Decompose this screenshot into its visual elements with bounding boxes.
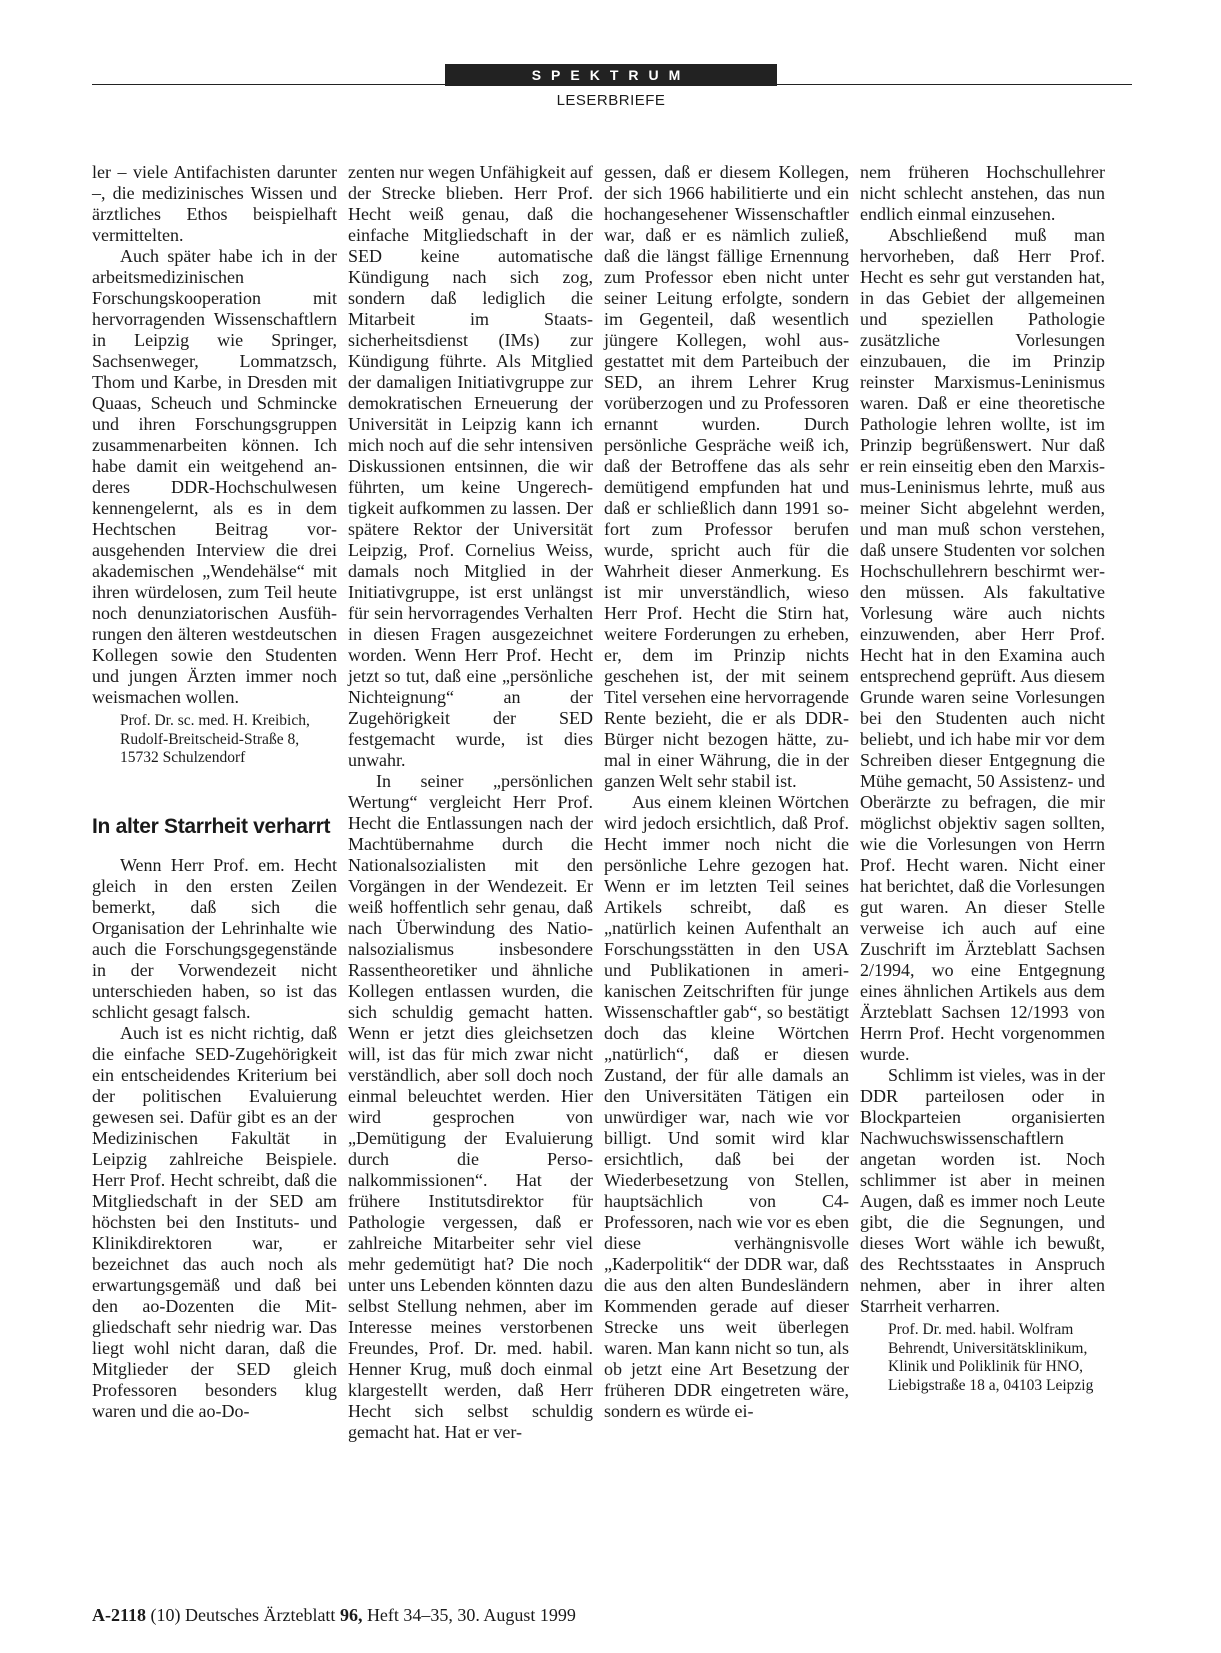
page-footer	[92, 1605, 576, 1626]
paragraph: Auch ist es nicht richtig, daß die einfache SED-Zugehörigkeit ein entscheidendes Kriterium bei der politischen Evaluierung gewesen sei. Dafür gibt es an der Medizinischen Fakultät in Leipzig zahlreiche Beispiele. Herr Prof. Hecht schreibt, daß die Mitgliedschaft in der SED am höchsten bei den Instituts- und Klinikdirektoren war, er bezeichnet das auch noch als erwartungsgemäß und daß bei den ao-Dozenten die Mitgliedschaft sehr niedrig war. Das liegt wohl nicht daran, daß die Mitglieder der SED gleich Professoren besonders klug waren und die ao-Do-	[92, 1022, 337, 1421]
section-banner: SPEKTRUM	[445, 64, 777, 86]
paragraph: Abschließend muß man hervorheben, daß Herr Prof. Hecht es sehr gut verstanden hat, in das Gebiet der allgemeinen und speziellen Pathologie zusätzliche Vorlesungen einzubauen, die im Prinzip reinster Marxismus-Leninismus waren. Daß er eine theoretische Pathologie lehren wollte, ist im Prinzip begrüßenswert. Nur daß er rein einseitig eben den Marxismus-Leninismus lehrte, muß aus meiner Sicht abgelehnt werden, und man muß schon verstehen, daß unsere Studenten vor solchen Hochschullehrern beschirmt werden müssen. Als fakultative Vorlesung wäre auch nichts einzuwenden, aber Herr Prof. Hecht hat in den Examina auch entsprechend geprüft. Aus diesem Grunde waren seine Vorlesungen bei den Studenten auch nicht beliebt, und ich habe mir vor dem Schreiben dieser Entgegnung die Mühe gemacht, 50 Assistenz- und Oberärzte zu befragen, die mir möglichst objektiv sagen sollten, wie die Vorlesungen von Herrn Prof. Hecht waren. Nicht einer hat berichtet, daß die Vorlesungen gut waren. An dieser Stelle verweise ich auch auf eine Zuschrift im Ärzteblatt Sachsen 2/1994, wo eine Entgegnung eines ähnlichen Artikels aus dem Ärzteblatt Sachsen 12/1993 von Herrn Prof. Hecht vorgenommen wurde.	[860, 225, 1105, 1064]
paragraph: zenten nur wegen Unfähigkeit auf der Strecke blieben. Herr Prof. Hecht weiß genau, daß die einfache Mitgliedschaft in der SED keine automatische Kündigung nach sich zog, sondern daß lediglich die Mitarbeit im Staatssicherheitsdienst (IMs) zur Kündigung führte. Als Mitglied der damaligen Initiativgruppe zur demokratischen Erneuerung der Universität in Leipzig kann ich mich noch auf die sehr intensiven Diskussionen entsinnen, die wir führten, um keine Ungerechtigkeit aufkommen zu lassen. Der spätere Rektor der Universität Leipzig, Prof. Cornelius Weiss, damals noch Mitglied in der Initiativgruppe, ist erst unlängst für sein hervorragendes Verhalten in diesen Fragen ausgezeichnet worden. Wenn Herr Prof. Hecht jetzt so tut, daß eine „persönliche Nichteignung“ an der Zugehörigkeit der SED festgemacht wurde, ist dies unwahr.	[348, 162, 593, 770]
footer-issue: Heft 34–35, 30. August 1999	[366, 1605, 576, 1625]
paragraph: Wenn Herr Prof. em. Hecht gleich in den ersten Zeilen bemerkt, daß sich die Organisation der Lehrinhalte wie auch die Forschungsgegenstände in der Vorwendezeit nicht unterschieden haben, so ist das schlicht gesagt falsch.	[92, 854, 337, 1022]
paragraph: ler – viele Antifachisten darunter –, die medizinisches Wissen und ärztliches Ethos beispielhaft vermittelten.	[92, 162, 337, 245]
paragraph: In seiner „persönlichen Wertung“ vergleicht Herr Prof. Hecht die Entlassungen nach der Machtübernahme durch die Nationalsozialisten mit den Vorgängen in der Wendezeit. Er weiß hoffentlich sehr genau, daß nach Überwindung des Nationalsozialismus insbesondere Rassentheoretiker und ähnliche Kollegen entlassen wurden, die sich schuldig gemacht hatten. Wenn er jetzt dies gleichsetzen will, ist das für mich zwar nicht verständlich, aber soll doch noch einmal beleuchtet werden. Hier wird gesprochen von „Demütigung der Evaluierung durch die Personalkommissionen“. Hat der frühere Institutsdirektor für Pathologie vergessen, daß er zahlreiche Mitarbeiter sehr viel mehr gedemütigt hat? Die noch unter uns Lebenden könnten dazu selbst Stellung nehmen, aber im Interesse meines verstorbenen Freundes, Prof. Dr. med. habil. Henner Krug, muß doch einmal klargestellt werden, daß Herr Hecht sich selbst schuldig gemacht hat. Hat er ver-	[348, 771, 593, 1442]
paragraph: Schlimm ist vieles, was in der DDR parteilosen oder in Blockparteien organisierten Nachwuchswissenschaftlern angetan worden ist. Noch schlimmer ist aber in meinen Augen, daß es immer noch Leute gibt, die die Segnungen, und dieses Wort wähle ich bewußt, des Rechtsstaates in Anspruch nehmen, aber in ihrer alten Starrheit verharren.	[860, 1065, 1105, 1316]
paragraph: nem früheren Hochschullehrer nicht schlecht anstehen, das nun endlich einmal einzusehen.	[860, 162, 1105, 224]
page-number: A-2118	[92, 1605, 146, 1625]
letter-signature: Prof. Dr. sc. med. H. Kreibich, Rudolf-Breitscheid-Straße 8, 15732 Schulzendorf	[120, 712, 310, 766]
footer-volume: 96,	[339, 1605, 363, 1625]
footer-journal: (10) Deutsches Ärzteblatt	[150, 1605, 336, 1625]
paragraph: Auch später habe ich in der arbeitsmedizinischen Forschungskooperation mit hervorragenden Wissenschaftlern in Leipzig wie Springer, Sachsenweger, Lommatzsch, Thom und Karbe, in Dresden mit Quaas, Scheuch und Schmincke und ihren Forschungsgruppen zusammenarbeiten können. Ich habe damit ein weitgehend anderes DDR-Hochschulwesen kennengelernt, als es in dem Hechtschen Beitrag vorausgehenden Interview die drei akademischen „Wendehälse“ mit ihren würdelosen, zum Teil heute noch denunziatorischen Ausführungen den älteren westdeutschen Kollegen sowie den Studenten und jungen Ärzten immer noch weismachen wollen.	[92, 246, 337, 707]
letter-signature: Prof. Dr. med. habil. Wolfram Behrendt, Universitätsklinikum, Klinik und Poliklinik für HNO, Liebigstraße 18 a, 04103 Leipzig	[888, 1321, 1094, 1394]
text-column-1	[92, 162, 337, 1422]
letter-headline: In alter Starrheit verharrt	[92, 814, 331, 838]
text-column-2	[348, 162, 593, 1443]
paragraph: Aus einem kleinen Wörtchen wird jedoch ersichtlich, daß Prof. Hecht immer noch nicht die persönliche Lehre gezogen hat. Wenn er im letzten Teil seines Artikels schreibt, daß es „natürlich keinen Aufenthalt an Forschungsstätten in den USA und Publikationen in amerikanischen Zeitschriften für junge Wissenschaftler gab“, so bestätigt doch das kleine Wörtchen „natürlich“, daß er diesen Zustand, der für alle damals an den Universitäten Tätigen ein unwürdiger war, nach wie vor billigt. Und somit wird klar ersichtlich, daß bei der Wiederbesetzung von Stellen, hauptsächlich von C4-Professoren, nach wie vor es eben diese verhängnisvolle „Kaderpolitik“ der DDR war, daß die aus den alten Bundesländern Kommenden gerade auf dieser Strecke uns weit überlegen waren. Man kann nicht so tun, als ob jetzt eine Art Besetzung der früheren DDR eingetreten wäre, sondern es würde ei-	[604, 792, 849, 1421]
text-column-3	[604, 162, 849, 1422]
header-rule	[92, 84, 1132, 85]
text-column-4	[860, 162, 1105, 1395]
paragraph: gessen, daß er diesem Kollegen, der sich 1966 habilitierte und ein hochangesehener Wissenschaftler war, daß er es nämlich zuließ, daß die längst fällige Ernennung zum Professor eben nicht unter seiner Leitung erfolgte, sondern im Gegenteil, daß wesentlich jüngere Kollegen, wohl ausgestattet mit dem Parteibuch der SED, an ihrem Lehrer Krug vorüberzogen und zu Professoren ernannt wurden. Durch persönliche Gespräche weiß ich, daß der Betroffene das als sehr demütigend empfunden hat und daß er schließlich dann 1991 sofort zum Professor berufen wurde, spricht auch für die Wahrheit dieser Anmerkung. Es ist mir unverständlich, wieso Herr Prof. Hecht die Stirn hat, weitere Forderungen zu erheben, er, dem im Prinzip nichts geschehen ist, der mit seinem Titel versehen eine hervorragende Rente bezieht, die er als DDR-Bürger nicht bezogen hätte, zumal in einer Währung, die in der ganzen Welt sehr stabil ist.	[604, 162, 849, 791]
section-subtitle: LESERBRIEFE	[556, 92, 666, 109]
